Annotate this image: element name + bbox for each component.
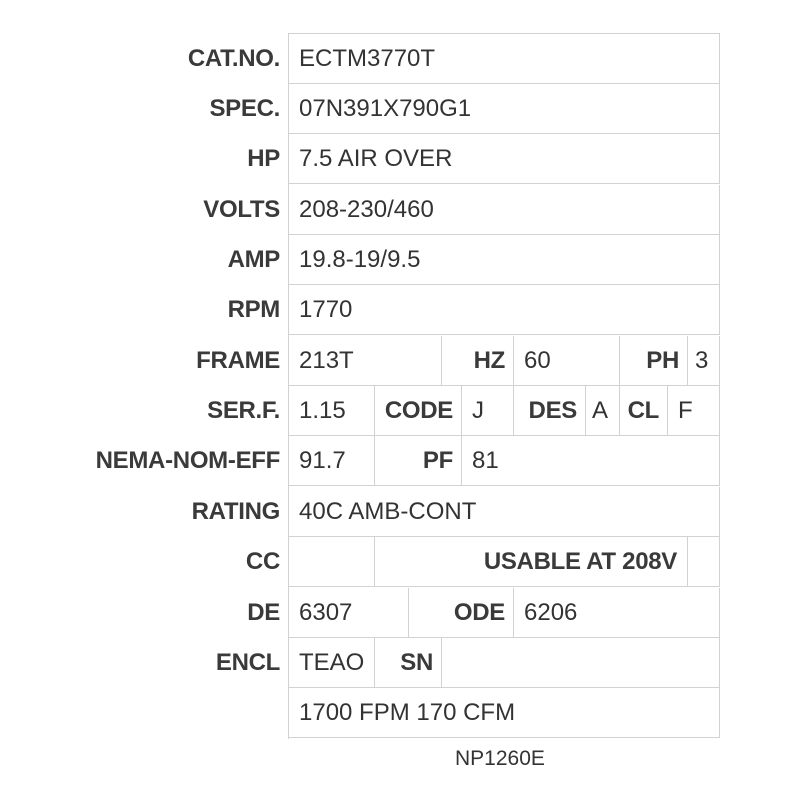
ph-label: PH [620, 336, 688, 386]
pf-value: 81 [462, 436, 720, 486]
sn-label: SN [375, 638, 442, 688]
ode-value: 6206 [514, 588, 720, 638]
cat-no-value: ECTM3770T [289, 34, 720, 84]
amp-value: 19.8-19/9.5 [289, 235, 720, 285]
pf-label: PF [375, 436, 462, 486]
hz-value: 60 [514, 336, 620, 386]
ph-value: 3 [688, 336, 720, 386]
nema-nom-eff-label: NEMA-NOM-EFF [95, 447, 280, 474]
airflow-value: 1700 FPM 170 CFM [289, 688, 720, 738]
encl-value: TEAO [289, 638, 375, 688]
hp-value: 7.5 AIR OVER [289, 134, 720, 184]
spec-label: SPEC. [209, 95, 280, 122]
rpm-value: 1770 [289, 285, 720, 335]
rating-value: 40C AMB-CONT [289, 487, 720, 537]
spec-value: 07N391X790G1 [289, 84, 720, 134]
ser-f-value: 1.15 [289, 386, 375, 436]
cc-blank-cell [688, 537, 720, 587]
sn-value [442, 638, 720, 688]
rpm-label: RPM [227, 296, 280, 323]
hp-label: HP [247, 145, 280, 172]
rating-label: RATING [191, 498, 280, 525]
amp-label: AMP [227, 246, 280, 273]
volts-label: VOLTS [203, 196, 280, 223]
volts-value: 208-230/460 [289, 185, 720, 235]
des-label: DES [514, 386, 586, 436]
frame-value: 213T [289, 336, 442, 386]
cl-label: CL [620, 386, 668, 436]
ser-f-label: SER.F. [207, 397, 280, 424]
ode-label: ODE [409, 588, 514, 638]
cat-no-label: CAT.NO. [187, 45, 280, 72]
de-value: 6307 [289, 588, 409, 638]
usable-at-208v-note: USABLE AT 208V [375, 537, 688, 587]
code-value: J [462, 386, 514, 436]
code-label: CODE [375, 386, 462, 436]
cc-label: CC [245, 548, 280, 575]
hz-label: HZ [442, 336, 514, 386]
de-label: DE [247, 599, 280, 626]
frame-label: FRAME [196, 347, 280, 374]
nameplate-code: NP1260E [455, 747, 545, 770]
des-value: A [586, 386, 620, 436]
nema-nom-eff-value: 91.7 [289, 436, 375, 486]
encl-label: ENCL [215, 649, 280, 676]
cl-value: F [668, 386, 720, 436]
cc-value [289, 537, 375, 587]
